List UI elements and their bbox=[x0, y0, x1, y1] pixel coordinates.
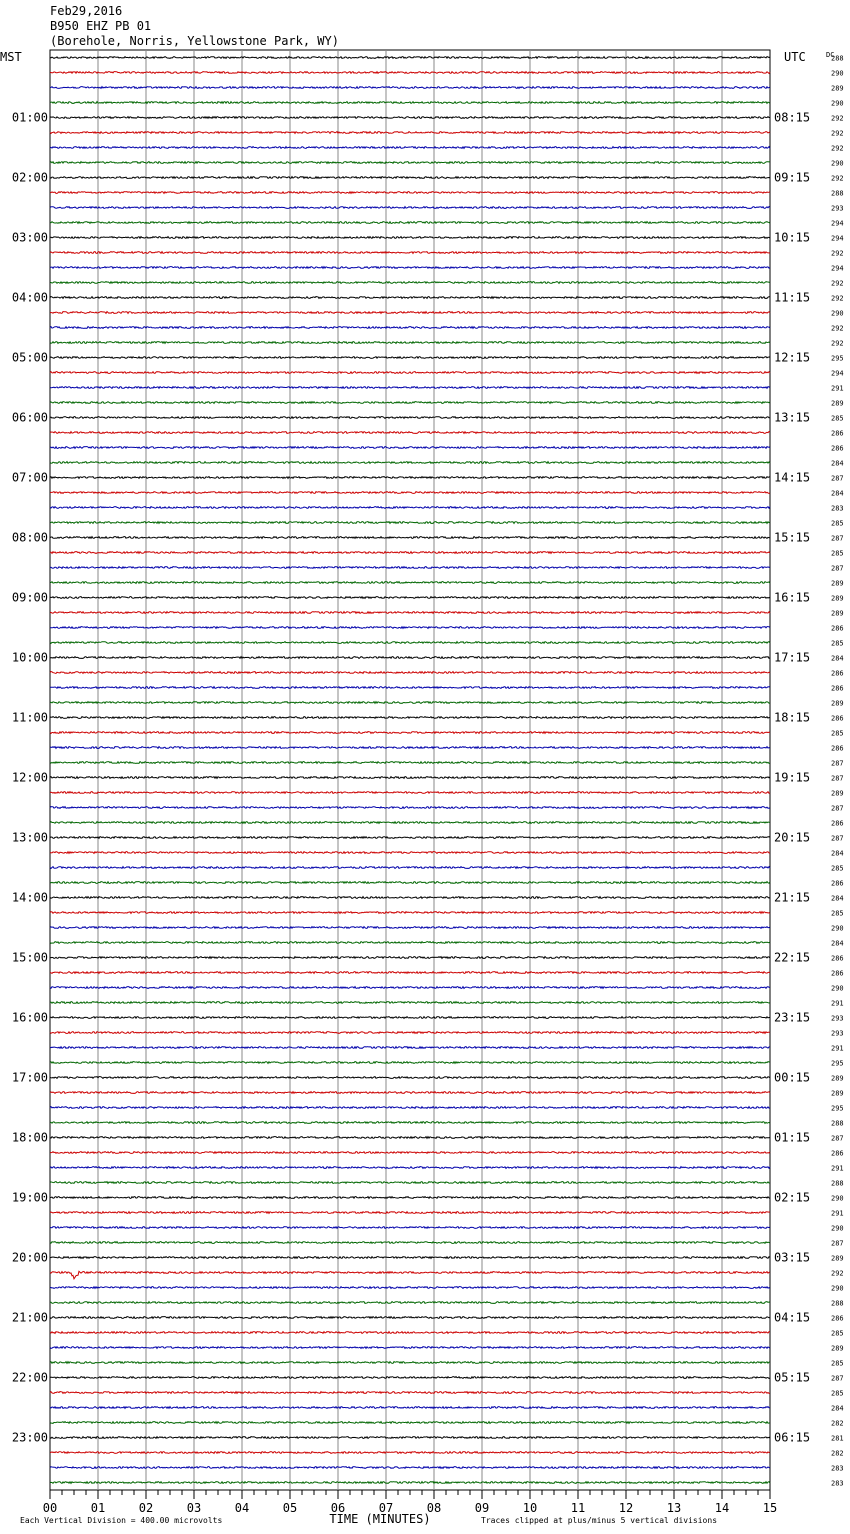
dc-offset-label: 293 bbox=[831, 204, 844, 213]
trace-line bbox=[50, 1452, 770, 1454]
trace-line bbox=[50, 957, 770, 959]
utc-hour-label: 12:15 bbox=[774, 350, 811, 365]
mst-hour-label: 05:00 bbox=[11, 350, 48, 365]
trace-line bbox=[50, 1347, 770, 1349]
mst-hour-label: 16:00 bbox=[11, 1010, 48, 1025]
x-tick-label: 00 bbox=[42, 1501, 58, 1515]
trace-line bbox=[50, 447, 770, 449]
dc-offset-label: 289 bbox=[831, 1074, 844, 1083]
trace-line bbox=[50, 72, 770, 74]
trace-line bbox=[50, 1092, 770, 1094]
trace-line bbox=[50, 987, 770, 989]
mst-hour-label: 20:00 bbox=[11, 1250, 48, 1265]
trace-line bbox=[50, 1422, 770, 1424]
trace-line bbox=[50, 297, 770, 299]
trace-line bbox=[50, 1437, 770, 1439]
trace-line bbox=[50, 312, 770, 314]
dc-offset-label: 284 bbox=[831, 489, 844, 498]
date-label: Feb29,2016 bbox=[50, 4, 123, 18]
trace-line bbox=[50, 207, 770, 209]
trace-line bbox=[50, 1167, 770, 1169]
dc-offset-label: 287 bbox=[831, 1134, 844, 1143]
dc-offset-label: 289 bbox=[831, 579, 844, 588]
trace-line bbox=[50, 342, 770, 344]
mst-hour-label: 18:00 bbox=[11, 1130, 48, 1145]
trace-line bbox=[50, 1332, 770, 1334]
x-tick-label: 05 bbox=[282, 1501, 298, 1515]
dc-offset-label: 286 bbox=[831, 969, 844, 978]
trace-line bbox=[50, 1467, 770, 1469]
trace-line bbox=[50, 387, 770, 389]
dc-offset-label: 289 bbox=[831, 594, 844, 603]
dc-offset-label: 289 bbox=[831, 609, 844, 618]
dc-offset-label: 291 bbox=[831, 999, 844, 1008]
dc-offset-label: 288 bbox=[831, 189, 844, 198]
trace-line bbox=[50, 477, 770, 479]
trace-line bbox=[50, 612, 770, 614]
dc-offset-label: 285 bbox=[831, 639, 844, 648]
dc-offset-label: 289 bbox=[831, 789, 844, 798]
dc-offset-label: 285 bbox=[831, 729, 844, 738]
trace-line bbox=[50, 537, 770, 539]
utc-hour-label: 13:15 bbox=[774, 410, 811, 425]
trace-line bbox=[50, 717, 770, 719]
trace-line bbox=[50, 1137, 770, 1139]
dc-offset-label: 284 bbox=[831, 939, 844, 948]
dc-offset-label: 283 bbox=[831, 1479, 844, 1488]
dc-offset-label: 284 bbox=[831, 849, 844, 858]
trace-line bbox=[50, 552, 770, 554]
dc-offset-label: 285 bbox=[831, 1359, 844, 1368]
dc-offset-label: 286 bbox=[831, 954, 844, 963]
dc-offset-label: 286 bbox=[831, 669, 844, 678]
utc-hour-label: 09:15 bbox=[774, 170, 811, 185]
dc-offset-label: 290 bbox=[831, 1284, 844, 1293]
dc-offset-label: 286 bbox=[831, 879, 844, 888]
trace-line bbox=[50, 1122, 770, 1124]
dc-offset-label: 292 bbox=[831, 1269, 844, 1278]
mst-hour-label: 13:00 bbox=[11, 830, 48, 845]
trace-line bbox=[50, 912, 770, 914]
trace-line bbox=[50, 627, 770, 629]
utc-hour-label: 15:15 bbox=[774, 530, 811, 545]
dc-offset-label: 288 bbox=[831, 1299, 844, 1308]
mst-hour-label: 01:00 bbox=[11, 110, 48, 125]
x-tick-label: 01 bbox=[90, 1501, 106, 1515]
utc-hour-label: 06:15 bbox=[774, 1430, 811, 1445]
utc-hour-label: 05:15 bbox=[774, 1370, 811, 1385]
dc-offset-label: 283 bbox=[831, 1464, 844, 1473]
dc-offset-label: 281 bbox=[831, 1434, 844, 1443]
left-axis-title: MST bbox=[0, 50, 22, 64]
trace-line bbox=[50, 252, 770, 254]
dc-offset-label: 292 bbox=[831, 339, 844, 348]
dc-offset-label: 291 bbox=[831, 1209, 844, 1218]
dc-offset-label: 285 bbox=[831, 549, 844, 558]
trace-line bbox=[50, 837, 770, 839]
dc-offset-label: 285 bbox=[831, 414, 844, 423]
plot-frame bbox=[50, 50, 770, 1490]
dc-offset-label: 284 bbox=[831, 894, 844, 903]
dc-offset-label: 294 bbox=[831, 369, 844, 378]
dc-axis-title: DC bbox=[826, 51, 835, 59]
trace-line bbox=[50, 372, 770, 374]
dc-offset-label: 284 bbox=[831, 1404, 844, 1413]
trace-line bbox=[50, 702, 770, 704]
trace-line bbox=[50, 1242, 770, 1244]
mst-hour-label: 21:00 bbox=[11, 1310, 48, 1325]
trace-line bbox=[50, 1152, 770, 1154]
dc-offset-label: 287 bbox=[831, 474, 844, 483]
dc-offset-label: 292 bbox=[831, 174, 844, 183]
dc-offset-label: 289 bbox=[831, 399, 844, 408]
right-axis-title: UTC bbox=[784, 50, 806, 64]
dc-offset-label: 286 bbox=[831, 429, 844, 438]
x-tick-label: 14 bbox=[714, 1501, 730, 1515]
dc-offset-label: 286 bbox=[831, 744, 844, 753]
trace-line bbox=[50, 1362, 770, 1364]
mst-hour-label: 14:00 bbox=[11, 890, 48, 905]
trace-line bbox=[50, 582, 770, 584]
trace-line bbox=[50, 792, 770, 794]
dc-offset-label: 287 bbox=[831, 774, 844, 783]
dc-offset-label: 287 bbox=[831, 534, 844, 543]
utc-hour-label: 02:15 bbox=[774, 1190, 811, 1205]
trace-line bbox=[50, 222, 770, 224]
mst-hour-label: 04:00 bbox=[11, 290, 48, 305]
dc-offset-label: 287 bbox=[831, 1374, 844, 1383]
mst-hour-label: 07:00 bbox=[11, 470, 48, 485]
trace-line bbox=[50, 402, 770, 404]
trace-line bbox=[50, 357, 770, 359]
dc-offset-label: 288 bbox=[831, 54, 844, 63]
dc-offset-label: 292 bbox=[831, 114, 844, 123]
dc-offset-label: 295 bbox=[831, 354, 844, 363]
mst-hour-label: 19:00 bbox=[11, 1190, 48, 1205]
mst-hour-label: 22:00 bbox=[11, 1370, 48, 1385]
trace-line bbox=[50, 132, 770, 134]
utc-hour-label: 11:15 bbox=[774, 290, 811, 305]
dc-offset-label: 287 bbox=[831, 564, 844, 573]
dc-offset-label: 290 bbox=[831, 1224, 844, 1233]
trace-line bbox=[50, 1227, 770, 1229]
dc-offset-label: 282 bbox=[831, 1419, 844, 1428]
x-tick-label: 12 bbox=[618, 1501, 634, 1515]
x-tick-label: 07 bbox=[378, 1501, 394, 1515]
x-tick-label: 13 bbox=[666, 1501, 682, 1515]
trace-line bbox=[50, 1377, 770, 1379]
dc-offset-label: 293 bbox=[831, 1029, 844, 1038]
mst-hour-label: 02:00 bbox=[11, 170, 48, 185]
trace-line bbox=[50, 87, 770, 89]
trace-line bbox=[50, 972, 770, 974]
dc-offset-label: 286 bbox=[831, 1149, 844, 1158]
mst-hour-label: 23:00 bbox=[11, 1430, 48, 1445]
x-tick-label: 15 bbox=[762, 1501, 778, 1515]
trace-line bbox=[50, 942, 770, 944]
utc-hour-label: 21:15 bbox=[774, 890, 811, 905]
dc-offset-label: 292 bbox=[831, 249, 844, 258]
trace-line bbox=[50, 1197, 770, 1199]
dc-offset-label: 285 bbox=[831, 909, 844, 918]
utc-hour-label: 23:15 bbox=[774, 1010, 811, 1025]
dc-offset-label: 288 bbox=[831, 1179, 844, 1188]
dc-offset-label: 289 bbox=[831, 1254, 844, 1263]
trace-line bbox=[50, 432, 770, 434]
dc-offset-label: 290 bbox=[831, 984, 844, 993]
utc-hour-label: 10:15 bbox=[774, 230, 811, 245]
trace-line bbox=[50, 147, 770, 149]
dc-offset-label: 287 bbox=[831, 834, 844, 843]
trace-line bbox=[50, 1017, 770, 1019]
trace-line bbox=[50, 237, 770, 239]
dc-offset-label: 289 bbox=[831, 699, 844, 708]
utc-hour-label: 18:15 bbox=[774, 710, 811, 725]
trace-line bbox=[50, 1182, 770, 1184]
x-tick-label: 09 bbox=[474, 1501, 490, 1515]
trace-line bbox=[50, 117, 770, 119]
trace-line bbox=[50, 1287, 770, 1289]
trace-line bbox=[50, 1002, 770, 1004]
trace-line bbox=[50, 102, 770, 104]
trace-line bbox=[50, 1212, 770, 1214]
station-label: B950 EHZ PB 01 bbox=[50, 19, 152, 33]
utc-hour-label: 00:15 bbox=[774, 1070, 811, 1085]
dc-offset-label: 294 bbox=[831, 234, 844, 243]
x-tick-label: 03 bbox=[186, 1501, 202, 1515]
dc-offset-label: 286 bbox=[831, 819, 844, 828]
utc-hour-label: 01:15 bbox=[774, 1130, 811, 1145]
scale-note: Each Vertical Division = 400.00 microvolts bbox=[20, 1516, 223, 1525]
trace-line bbox=[50, 267, 770, 269]
trace-line bbox=[50, 1407, 770, 1409]
dc-offset-label: 286 bbox=[831, 624, 844, 633]
x-tick-label: 02 bbox=[138, 1501, 154, 1515]
dc-offset-label: 286 bbox=[831, 444, 844, 453]
dc-offset-label: 285 bbox=[831, 1329, 844, 1338]
trace-line bbox=[50, 672, 770, 674]
utc-hour-label: 20:15 bbox=[774, 830, 811, 845]
trace-line bbox=[50, 1032, 770, 1034]
utc-hour-label: 14:15 bbox=[774, 470, 811, 485]
dc-offset-label: 292 bbox=[831, 279, 844, 288]
trace-line bbox=[50, 762, 770, 764]
trace-line bbox=[50, 57, 770, 59]
mst-hour-label: 06:00 bbox=[11, 410, 48, 425]
x-axis-title: TIME (MINUTES) bbox=[329, 1512, 431, 1526]
trace-line bbox=[50, 192, 770, 194]
mst-hour-label: 10:00 bbox=[11, 650, 48, 665]
trace-line bbox=[50, 1062, 770, 1064]
mst-hour-label: 09:00 bbox=[11, 590, 48, 605]
trace-line bbox=[50, 1302, 770, 1304]
dc-offset-label: 292 bbox=[831, 129, 844, 138]
trace-line bbox=[50, 822, 770, 824]
trace-line bbox=[50, 867, 770, 869]
trace-line bbox=[50, 1047, 770, 1049]
trace-line bbox=[50, 852, 770, 854]
trace-line bbox=[50, 162, 770, 164]
dc-offset-label: 290 bbox=[831, 159, 844, 168]
utc-hour-label: 08:15 bbox=[774, 110, 811, 125]
dc-offset-label: 290 bbox=[831, 309, 844, 318]
dc-offset-label: 290 bbox=[831, 99, 844, 108]
trace-line bbox=[50, 687, 770, 689]
trace-line bbox=[50, 567, 770, 569]
trace-line bbox=[50, 777, 770, 779]
dc-offset-label: 286 bbox=[831, 1314, 844, 1323]
dc-offset-label: 289 bbox=[831, 84, 844, 93]
dc-offset-label: 290 bbox=[831, 924, 844, 933]
dc-offset-label: 291 bbox=[831, 1044, 844, 1053]
trace-line bbox=[50, 1271, 770, 1279]
trace-line bbox=[50, 882, 770, 884]
mst-hour-label: 17:00 bbox=[11, 1070, 48, 1085]
dc-offset-label: 284 bbox=[831, 654, 844, 663]
location-label: (Borehole, Norris, Yellowstone Park, WY) bbox=[50, 34, 339, 48]
utc-hour-label: 04:15 bbox=[774, 1310, 811, 1325]
trace-line bbox=[50, 807, 770, 809]
mst-hour-label: 03:00 bbox=[11, 230, 48, 245]
dc-offset-label: 284 bbox=[831, 459, 844, 468]
trace-line bbox=[50, 1257, 770, 1259]
trace-line bbox=[50, 492, 770, 494]
utc-hour-label: 03:15 bbox=[774, 1250, 811, 1265]
trace-line bbox=[50, 897, 770, 899]
trace-line bbox=[50, 522, 770, 524]
trace-line bbox=[50, 177, 770, 179]
dc-offset-label: 287 bbox=[831, 759, 844, 768]
dc-offset-label: 295 bbox=[831, 1059, 844, 1068]
trace-line bbox=[50, 282, 770, 284]
x-tick-label: 08 bbox=[426, 1501, 442, 1515]
dc-offset-label: 286 bbox=[831, 684, 844, 693]
utc-hour-label: 17:15 bbox=[774, 650, 811, 665]
dc-offset-label: 292 bbox=[831, 294, 844, 303]
dc-offset-label: 285 bbox=[831, 519, 844, 528]
mst-hour-label: 08:00 bbox=[11, 530, 48, 545]
dc-offset-label: 290 bbox=[831, 69, 844, 78]
trace-line bbox=[50, 462, 770, 464]
dc-offset-label: 287 bbox=[831, 804, 844, 813]
dc-offset-label: 292 bbox=[831, 144, 844, 153]
dc-offset-label: 287 bbox=[831, 1239, 844, 1248]
dc-offset-label: 286 bbox=[831, 714, 844, 723]
dc-offset-label: 292 bbox=[831, 324, 844, 333]
x-tick-label: 10 bbox=[522, 1501, 538, 1515]
dc-offset-label: 285 bbox=[831, 1389, 844, 1398]
trace-line bbox=[50, 732, 770, 734]
dc-offset-label: 291 bbox=[831, 384, 844, 393]
mst-hour-label: 15:00 bbox=[11, 950, 48, 965]
utc-hour-label: 22:15 bbox=[774, 950, 811, 965]
trace-line bbox=[50, 1482, 770, 1484]
dc-offset-label: 291 bbox=[831, 1164, 844, 1173]
x-tick-label: 06 bbox=[330, 1501, 346, 1515]
utc-hour-label: 16:15 bbox=[774, 590, 811, 605]
dc-offset-label: 290 bbox=[831, 1194, 844, 1203]
trace-line bbox=[50, 1317, 770, 1319]
dc-offset-label: 288 bbox=[831, 1119, 844, 1128]
trace-line bbox=[50, 417, 770, 419]
dc-offset-label: 293 bbox=[831, 1014, 844, 1023]
dc-offset-label: 285 bbox=[831, 864, 844, 873]
x-tick-label: 04 bbox=[234, 1501, 250, 1515]
trace-line bbox=[50, 642, 770, 644]
trace-line bbox=[50, 657, 770, 659]
trace-line bbox=[50, 1107, 770, 1109]
dc-offset-label: 283 bbox=[831, 504, 844, 513]
trace-line bbox=[50, 1392, 770, 1394]
mst-hour-label: 12:00 bbox=[11, 770, 48, 785]
dc-offset-label: 282 bbox=[831, 1449, 844, 1458]
trace-line bbox=[50, 507, 770, 509]
x-tick-label: 11 bbox=[570, 1501, 586, 1515]
utc-hour-label: 19:15 bbox=[774, 770, 811, 785]
dc-offset-label: 295 bbox=[831, 1104, 844, 1113]
trace-line bbox=[50, 327, 770, 329]
dc-offset-label: 289 bbox=[831, 1344, 844, 1353]
dc-offset-label: 289 bbox=[831, 1089, 844, 1098]
trace-line bbox=[50, 747, 770, 749]
clip-note: Traces clipped at plus/minus 5 vertical divisions bbox=[481, 1516, 718, 1525]
trace-line bbox=[50, 1077, 770, 1079]
trace-line bbox=[50, 597, 770, 599]
trace-line bbox=[50, 927, 770, 929]
dc-offset-label: 294 bbox=[831, 264, 844, 273]
mst-hour-label: 11:00 bbox=[11, 710, 48, 725]
dc-offset-label: 294 bbox=[831, 219, 844, 228]
